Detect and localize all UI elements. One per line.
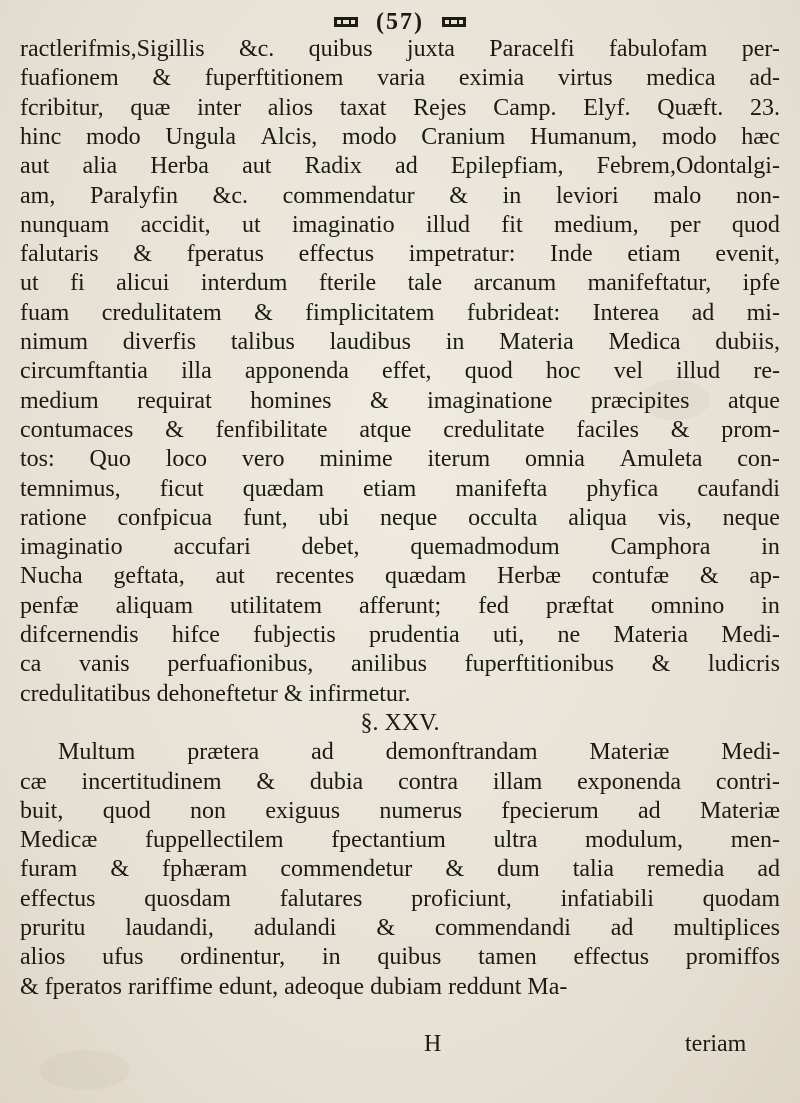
text-line: contumaces & fenfibilitate atque credulitate faciles & prom- xyxy=(20,417,780,443)
section-heading: §. XXV. xyxy=(360,710,440,736)
paper-stain xyxy=(40,1050,130,1090)
text-line: am, Paralyfin &c. commendatur & in leviori malo non- xyxy=(20,183,780,209)
text-line: imaginatio accufari debet, quemadmodum Camphora in xyxy=(20,534,780,560)
text-line: temnimus, ficut quædam etiam manifefta phyfica caufandi xyxy=(20,476,780,502)
text-line: penfæ aliquam utilitatem afferunt; fed præftat omnino in xyxy=(20,593,780,619)
text-line: alios ufus ordinentur, in quibus tamen effectus promiffos xyxy=(20,944,780,970)
text-line: fcribitur, quæ inter alios taxat Rejes Camp. Elyf. Quæft. 23. xyxy=(20,95,780,121)
text-line: buit, quod non exiguus numerus fpecierum ad Materiæ xyxy=(20,798,780,824)
text-line: aut alia Herba aut Radix ad Epilepfiam, Febrem,Odontalgi- xyxy=(20,153,780,179)
text-line: Multum prætera ad demonftrandam Materiæ Medi- xyxy=(58,739,780,765)
text-line: nimum diverfis talibus laudibus in Materia Medica dubiis, xyxy=(20,329,780,355)
text-line: falutaris & fperatus effectus impetratur: Inde etiam evenit, xyxy=(20,241,780,267)
text-line: Nucha geftata, aut recentes quædam Herbæ contufæ & ap- xyxy=(20,563,780,589)
page-number: (57) xyxy=(376,9,424,35)
text-line: tos: Quo loco vero minime iterum omnia Amuleta con- xyxy=(20,446,780,472)
text-line: ractlerifmis,Sigillis &c. quibus juxta Paracelfi fabulofam per- xyxy=(20,36,780,62)
text-line: cæ incertitudinem & dubia contra illam exponenda contri- xyxy=(20,769,780,795)
text-line: medium requirat homines & imaginatione præcipites atque xyxy=(20,388,780,414)
text-line: pruritu laudandi, adulandi & commendandi ad multiplices xyxy=(20,915,780,941)
page-header xyxy=(0,6,800,36)
printer-ornament-icon xyxy=(441,15,467,29)
text-line: & fperatos rariffime edunt, adeoque dubiam reddunt Ma- xyxy=(20,974,568,1000)
text-line: effectus quosdam falutares proficiunt, infatiabili quodam xyxy=(20,886,780,912)
text-line: Medicæ fuppellectilem fpectantium ultra modulum, men- xyxy=(20,827,780,853)
text-line: nunquam accidit, ut imaginatio illud fit medium, per quod xyxy=(20,212,780,238)
text-line: ut fi alicui interdum fterile tale arcanum manifeftatur, ipfe xyxy=(20,270,780,296)
catchword: teriam xyxy=(685,1031,747,1057)
text-line: circumftantia illa apponenda effet, quod hoc vel illud re- xyxy=(20,358,780,384)
text-line: difcernendis hifce fubjectis prudentia uti, ne Materia Medi- xyxy=(20,622,780,648)
text-line: hinc modo Ungula Alcis, modo Cranium Humanum, modo hæc xyxy=(20,124,780,150)
signature-mark: H xyxy=(424,1031,442,1057)
text-line: fuam credulitatem & fimplicitatem fubrideat: Interea ad mi- xyxy=(20,300,780,326)
printer-ornament-icon xyxy=(333,15,359,29)
text-line: ca vanis perfuafionibus, anilibus fuperftitionibus & ludicris xyxy=(20,651,780,677)
text-line: furam & fphæram commendetur & dum talia remedia ad xyxy=(20,856,780,882)
text-line: credulitatibus dehoneftetur & infirmetur. xyxy=(20,681,411,707)
text-line: ratione confpicua funt, ubi neque occulta aliqua vis, neque xyxy=(20,505,780,531)
text-line: fuafionem & fuperftitionem varia eximia virtus medica ad- xyxy=(20,65,780,91)
